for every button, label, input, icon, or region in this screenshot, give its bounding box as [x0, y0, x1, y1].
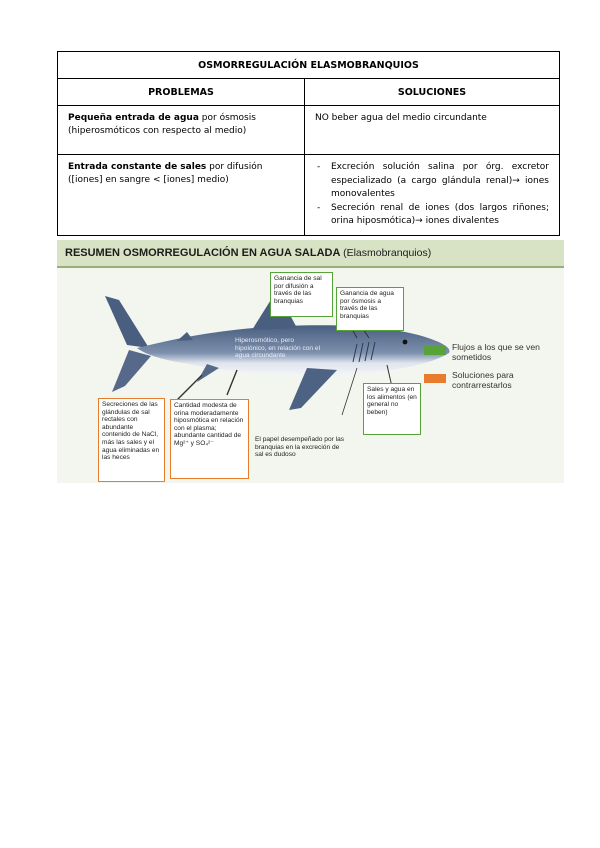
solution-cell: NO beber agua del medio circundante [305, 106, 560, 155]
label-sal-difusion: Ganancia de sal por difusión a través de las branquias [270, 272, 333, 317]
figure-subtitle: (Elasmobranquios) [343, 247, 432, 259]
problem-text: por ósmosis (hiperosmóticos con respecto al medio) [68, 113, 256, 136]
solution-list [315, 161, 549, 229]
header-soluciones: SOLUCIONES [305, 79, 560, 106]
problem-bold: Pequeña entrada de agua [68, 113, 199, 123]
solution-cell [305, 155, 560, 236]
osmoregulation-table [57, 51, 560, 236]
label-papel-branquias: El papel desempeñado por las branquias en la excreción de sal es dudoso [255, 436, 345, 459]
list-item: - Secreción renal de iones (dos largos riñones; orina hiposmótica)→ iones divalentes [331, 202, 549, 229]
label-glandulas: Secreciones de las glándulas de sal rectales con abundante contenido de NaCl, más las sales y el agua eliminadas en las heces [98, 398, 165, 482]
shark-osmoregulation-figure [57, 240, 564, 483]
figure-title-text: RESUMEN OSMORREGULACIÓN EN AGUA SALADA [65, 247, 341, 259]
list-item: - Excreción solución salina por órg. excretor especializado (a cargo glándula renal)→ iones monovalentes [331, 161, 549, 202]
problem-bold: Entrada constante de sales [68, 162, 207, 172]
label-orina: Cantidad modesta de orina moderadamente hiposmótica en relación con el plasma; abundante cantidad de Mg²⁺ y SO₄²⁻ [170, 399, 249, 479]
legend-label-soluciones: Soluciones para contrarrestarlos [452, 370, 514, 390]
problem-cell [58, 155, 305, 236]
problem-text: por difusión ([iones] en sangre < [iones] medio) [68, 162, 263, 185]
label-agua-osmosis: Ganancia de agua por ósmosis a través de las branquias [336, 287, 404, 331]
legend-label-flujos: Flujos a los que se ven sometidos [452, 342, 540, 362]
legend-swatch-orange [424, 374, 446, 383]
label-hiperosmotico: Hiperosmótico, pero hipoiónico, en relación con el agua circundante [235, 337, 321, 360]
table-row [58, 155, 560, 236]
header-problemas: PROBLEMAS [58, 79, 305, 106]
legend-swatch-green [424, 346, 446, 355]
table-title: OSMORREGULACIÓN ELASMOBRANQUIOS [58, 52, 560, 79]
table-row [58, 106, 560, 155]
label-sales-agua: Sales y agua en los alimentos (en general no beben) [363, 383, 421, 435]
problem-cell [58, 106, 305, 155]
